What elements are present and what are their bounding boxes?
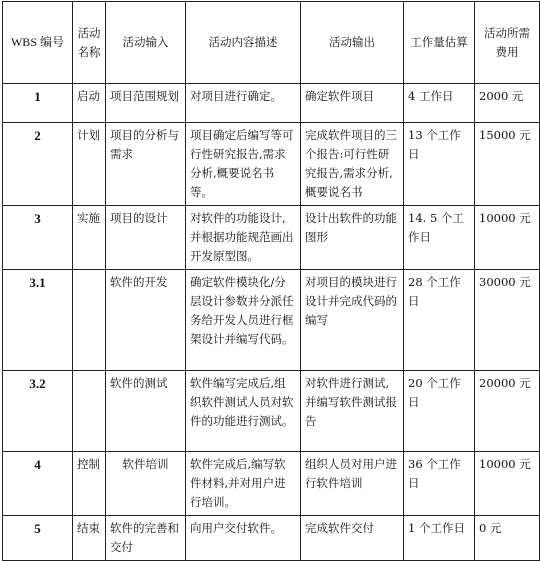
activity-cost: 20000 元: [475, 371, 540, 452]
activity-description: 向用户交付软件。: [186, 516, 301, 561]
activity-input: 软件培训: [106, 452, 186, 516]
effort-estimate: 4 工作日: [404, 84, 475, 123]
effort-estimate: 20 个工作日: [404, 371, 475, 452]
activity-name: 计划: [73, 123, 106, 206]
activity-cost: 30000 元: [475, 270, 540, 371]
activity-description: 对软件的功能设计,并根据功能规范画出开发原型图。: [186, 206, 301, 270]
activity-name: 控制: [73, 452, 106, 516]
table-row: [3, 270, 540, 371]
wbs-number: 5: [3, 516, 73, 561]
activity-output: 组织人员对用户进行软件培训: [301, 452, 404, 516]
activity-output: 确定软件项目: [301, 84, 404, 123]
effort-estimate: 1 个工作日: [404, 516, 475, 561]
wbs-number: 2: [3, 123, 73, 206]
activity-description: 软件完成后,编写软件材料,并对用户进行培训。: [186, 452, 301, 516]
table-row: [3, 516, 540, 561]
activity-cost: 10000 元: [475, 206, 540, 270]
wbs-number: 4: [3, 452, 73, 516]
activity-cost: 10000 元: [475, 452, 540, 516]
table-row: [3, 84, 540, 123]
activity-input: 项目的设计: [106, 206, 186, 270]
header-output: 活动输出: [301, 2, 404, 84]
activity-input: 软件的完善和交付: [106, 516, 186, 561]
activity-output: 对软件进行测试,并编写软件测试报告: [301, 371, 404, 452]
activity-name: 结束: [73, 516, 106, 561]
activity-description: 对项目进行确定。: [186, 84, 301, 123]
wbs-table: [2, 1, 540, 561]
header-cost: 活动所需费用: [475, 2, 540, 84]
activity-input: 软件的开发: [106, 270, 186, 371]
activity-input: 软件的测试: [106, 371, 186, 452]
activity-output: 完成软件项目的三个报告:可行性研究报告,需求分析,概要说名书: [301, 123, 404, 206]
activity-output: 完成软件交付: [301, 516, 404, 561]
activity-cost: 2000 元: [475, 84, 540, 123]
wbs-number: 3: [3, 206, 73, 270]
effort-estimate: 28 个工作日: [404, 270, 475, 371]
activity-description: 项目确定后编写等可行性研究报告,需求分析,概要说名书等。: [186, 123, 301, 206]
table-header-row: [3, 2, 540, 84]
wbs-number: 3.2: [3, 371, 73, 452]
table-row: [3, 206, 540, 270]
activity-name: 启动: [73, 84, 106, 123]
activity-description: 软件编写完成后,组织软件测试人员对软件的功能进行测试。: [186, 371, 301, 452]
activity-description: 确定软件模块化/分层设计参数并分派任务给开发人员进行框架设计并编写代码。: [186, 270, 301, 371]
table-row: [3, 371, 540, 452]
header-wbs: WBS 编号: [3, 2, 73, 84]
wbs-number: 1: [3, 84, 73, 123]
activity-output: 设计出软件的功能图形: [301, 206, 404, 270]
activity-cost: 15000 元: [475, 123, 540, 206]
header-effort: 工作量估算: [404, 2, 475, 84]
table-row: [3, 452, 540, 516]
activity-cost: 0 元: [475, 516, 540, 561]
activity-name: 实施: [73, 206, 106, 270]
activity-name: [73, 371, 106, 452]
activity-input: 项目的分析与需求: [106, 123, 186, 206]
effort-estimate: 36 个工作日: [404, 452, 475, 516]
activity-input: 项目范围规划: [106, 84, 186, 123]
effort-estimate: 13 个工作日: [404, 123, 475, 206]
header-activity: 活动名称: [73, 2, 106, 84]
table-row: [3, 123, 540, 206]
effort-estimate: 14. 5 个工作日: [404, 206, 475, 270]
wbs-number: 3.1: [3, 270, 73, 371]
activity-output: 对项目的模块进行设计并完成代码的编写: [301, 270, 404, 371]
header-description: 活动内容描述: [186, 2, 301, 84]
header-input: 活动输入: [106, 2, 186, 84]
activity-name: [73, 270, 106, 371]
